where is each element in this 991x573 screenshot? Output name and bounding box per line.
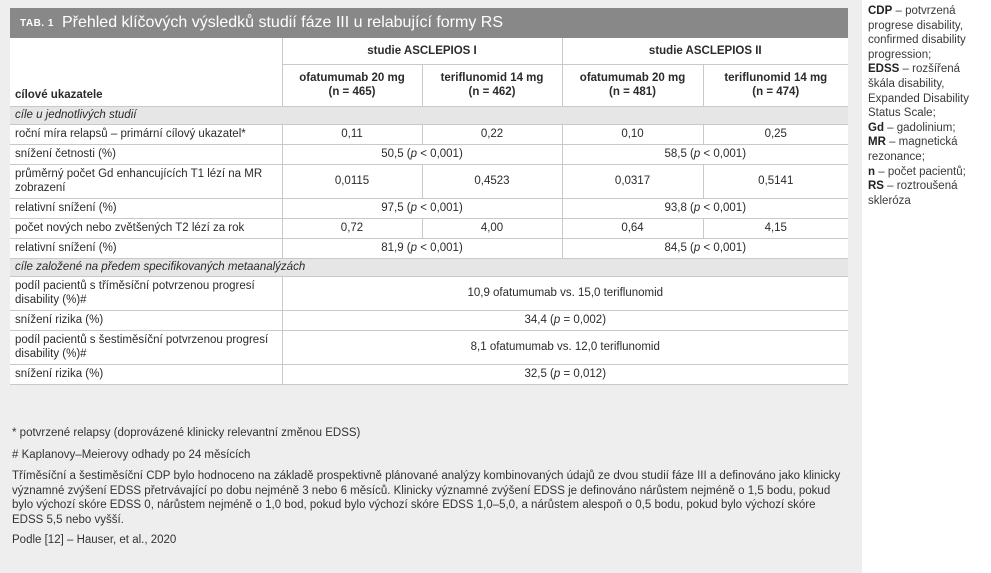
row-label: roční míra relapsů – primární cílový ukazatel* — [10, 124, 282, 144]
cell-value: 0,22 — [422, 124, 562, 144]
cell-value: 0,0317 — [562, 164, 703, 198]
cell-value: 0,5141 — [703, 164, 848, 198]
section-label: cíle u jednotlivých studií — [10, 106, 848, 124]
footnote-hash: # Kaplanovy–Meierovy odhady po 24 měsících — [12, 448, 251, 461]
merged-cell: 97,5 (p < 0,001) — [282, 198, 562, 218]
cell-value: 0,25 — [703, 124, 848, 144]
table-row — [10, 198, 848, 218]
merged-cell: 81,9 (p < 0,001) — [282, 238, 562, 258]
row-label: podíl pacientů s šestiměsíční potvrzenou progresí disability (%)# — [10, 330, 282, 364]
table-row — [10, 124, 848, 144]
merged-cell: 34,4 (p = 0,002) — [282, 310, 848, 330]
row-label: snížení četnosti (%) — [10, 144, 282, 164]
section-label: cíle založené na předem specifikovaných metaanalýzách — [10, 258, 848, 276]
abbreviation-entry: RS – roztroušená skleróza — [868, 180, 958, 207]
table-row — [10, 218, 848, 238]
merged-cell: 8,1 ofatumumab vs. 12,0 teriflunomid — [282, 330, 848, 364]
merged-cell: 32,5 (p = 0,012) — [282, 364, 848, 384]
cell-value: 4,15 — [703, 218, 848, 238]
cell-value: 0,72 — [282, 218, 422, 238]
merged-cell: 50,5 (p < 0,001) — [282, 144, 562, 164]
table-row — [10, 310, 848, 330]
results-table — [10, 38, 848, 385]
table-notes — [12, 426, 850, 548]
arm-header: ofatumumab 20 mg (n = 481) — [562, 64, 703, 106]
arm-header: ofatumumab 20 mg (n = 465) — [282, 64, 422, 106]
cell-value: 0,10 — [562, 124, 703, 144]
merged-cell: 84,5 (p < 0,001) — [562, 238, 848, 258]
row-label: počet nových nebo zvětšených T2 lézí za rok — [10, 218, 282, 238]
header-row-studies — [10, 38, 848, 64]
abbreviation-entry: Gd – gadolinium; — [868, 121, 956, 134]
study-header-2: studie ASCLEPIOS II — [562, 38, 848, 64]
study-header-1: studie ASCLEPIOS I — [282, 38, 562, 64]
cell-value: 0,11 — [282, 124, 422, 144]
abbreviation-entry: n – počet pacientů; — [868, 165, 966, 178]
source-note: Podle [12] – Hauser, et al., 2020 — [12, 534, 177, 546]
cell-value: 4,00 — [422, 218, 562, 238]
cell-value: 0,64 — [562, 218, 703, 238]
abbreviation-entry: EDSS – rozšířená škála disability, Expanded Disability Status Scale; — [868, 63, 970, 120]
cell-value: 0,4523 — [422, 164, 562, 198]
section-row-metaanalysis — [10, 258, 848, 276]
row-label: relativní snížení (%) — [10, 198, 282, 218]
abbreviation-entry: MR – magnetická rezonance; — [868, 136, 958, 163]
abbreviation-entry: CDP – potvrzená progrese disability, confirmed disability progression; — [868, 5, 966, 61]
goal-header: cílové ukazatele — [10, 38, 282, 106]
notes-paragraph: Tříměsíční a šestiměsíční CDP bylo hodnoceno na základě prospektivně plánované analýzy kombinovaných údajů ze dvou studií fáze III a definováno jako klinicky významné zvýšení EDSS přetrvávající po dobu nejméně 3 nebo 6 měsíců. Klinicky významné zvýšení EDSS je definováno nárůstem nejméně o 1,5 bodu, pokud bylo výchozí skóre EDSS 0, nárůstem nejméně o 1,0 bod, pokud bylo výchozí skóre EDSS 1,0–5,0, a nárůstem alespoň o 0,5 bodu, pokud bylo výchozí skóre EDSS 5,5 nebo vyšší. — [12, 470, 841, 526]
footnote-star: * potvrzené relapsy (doprovázené klinicky relevantní změnou EDSS) — [12, 427, 361, 439]
cell-value: 0,0115 — [282, 164, 422, 198]
table-row — [10, 276, 848, 310]
abbreviations-sidebar — [868, 4, 988, 208]
row-label: snížení rizika (%) — [10, 310, 282, 330]
table-row — [10, 364, 848, 384]
merged-cell: 58,5 (p < 0,001) — [562, 144, 848, 164]
table-row — [10, 238, 848, 258]
section-row-individual — [10, 106, 848, 124]
merged-cell: 93,8 (p < 0,001) — [562, 198, 848, 218]
row-label: podíl pacientů s tříměsíční potvrzenou progresí disability (%)# — [10, 276, 282, 310]
table-row — [10, 330, 848, 364]
row-label: průměrný počet Gd enhancujících T1 lézí na MR zobrazení — [10, 164, 282, 198]
table-number: TAB. 1 — [20, 17, 54, 29]
row-label: relativní snížení (%) — [10, 238, 282, 258]
table-row — [10, 144, 848, 164]
table-title: Přehled klíčových výsledků studií fáze III u relabující formy RS — [61, 14, 504, 31]
merged-cell: 10,9 ofatumumab vs. 15,0 teriflunomid — [282, 276, 848, 310]
arm-header: teriflunomid 14 mg (n = 462) — [422, 64, 562, 106]
row-label: snížení rizika (%) — [10, 364, 282, 384]
table-title-bar — [10, 8, 848, 38]
table-row — [10, 164, 848, 198]
arm-header: teriflunomid 14 mg (n = 474) — [703, 64, 848, 106]
